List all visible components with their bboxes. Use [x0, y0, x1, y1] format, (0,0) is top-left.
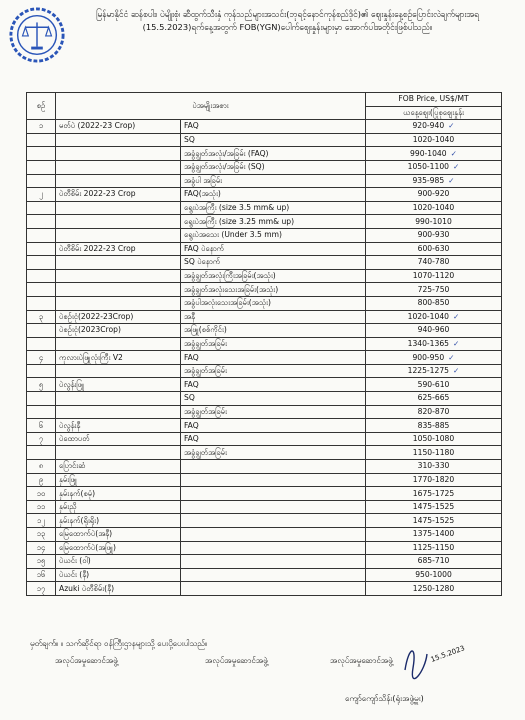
cell-price — [366, 364, 502, 378]
cell-no — [27, 201, 56, 215]
table-row — [27, 242, 502, 256]
cell-no — [27, 337, 56, 351]
document-heading: မြန်မာနိုင်ငံ ဆန်စပါး၊ ပဲမျိုးစုံ၊ ဆီထွက်သီးနှံ ကုန်သည်များအသင်း(ဘုရင့်နောင်ကုန်စည်ဒိုင်)၏ ဈေးနှုန်းနေ့စဉ်ပြောင်းလဲချက်များအရ (15.5.2023)ရက်နေ့အတွက် FOB(YGN)ပေါက်ဈေးနှုန်းများမှာ အောက်ပါအတိုင်းဖြစ်ပါသည်။ — [96, 9, 479, 32]
check-mark-icon: ✓ — [448, 352, 455, 362]
cell-price — [366, 296, 502, 310]
cell-type — [181, 147, 366, 161]
cell-type — [181, 228, 366, 242]
table-row — [27, 201, 502, 215]
cell-price-text: 310-330 — [417, 461, 450, 471]
cell-price-text: 1150-1180 — [412, 447, 455, 457]
cell-type-text: FAQ — [184, 434, 199, 444]
cell-group — [56, 568, 181, 582]
cell-price-text: 990-1010 — [415, 216, 452, 226]
table-row — [27, 555, 502, 569]
cell-no — [27, 228, 56, 242]
cell-type — [181, 133, 366, 147]
cell-group — [56, 392, 181, 406]
cell-type — [181, 487, 366, 501]
table-row — [27, 296, 502, 310]
cell-no-text: ၁၄ — [36, 542, 46, 552]
cell-type — [181, 296, 366, 310]
cell-group — [56, 541, 181, 555]
signature-date: 15.5.2023 — [429, 644, 466, 664]
cell-type — [181, 242, 366, 256]
cell-price-text: 1050-1080 — [412, 434, 455, 444]
cell-price — [366, 351, 502, 365]
cell-group — [56, 120, 181, 134]
cell-type — [181, 351, 366, 365]
table-row — [27, 188, 502, 202]
cell-no-text: ၈ — [38, 461, 44, 471]
table-row — [27, 337, 502, 351]
cell-type-text: FAQ — [184, 121, 199, 131]
table-row — [27, 364, 502, 378]
cell-no — [27, 419, 56, 433]
cell-type-text: အခွံပါ အခြမ်း — [184, 175, 223, 185]
table-row — [27, 174, 502, 188]
cell-price-text: 1070-1120 — [412, 271, 455, 281]
cell-group — [56, 324, 181, 338]
cell-price — [366, 473, 502, 487]
signatory-2: အလုပ်အမှုဆောင်အဖွဲ့ — [205, 656, 268, 665]
cell-price — [366, 147, 502, 161]
cell-price — [366, 500, 502, 514]
check-mark-icon: ✓ — [453, 162, 460, 172]
cell-no-text: ၂ — [39, 189, 43, 199]
table-row — [27, 392, 502, 406]
cell-group — [56, 188, 181, 202]
cell-group-text: ပဲတီစိမ်း 2022-23 Crop — [59, 189, 136, 199]
cell-no — [27, 432, 56, 446]
cell-type — [181, 378, 366, 392]
cell-no-text: ၁၂ — [36, 515, 45, 525]
cell-price — [366, 555, 502, 569]
cell-price-text: 1225-1275 — [407, 366, 450, 376]
cell-no-text: ၄ — [38, 352, 44, 362]
cell-type — [181, 432, 366, 446]
cell-price — [366, 160, 502, 174]
table-row — [27, 378, 502, 392]
cell-group — [56, 201, 181, 215]
check-mark-icon: ✓ — [453, 366, 460, 376]
cell-group — [56, 215, 181, 229]
cell-no — [27, 460, 56, 474]
cell-group — [56, 514, 181, 528]
cell-group — [56, 500, 181, 514]
cell-price-text: 725-750 — [417, 284, 450, 294]
cell-no — [27, 351, 56, 365]
table-row — [27, 269, 502, 283]
association-seal-icon — [8, 6, 66, 64]
cell-no — [27, 296, 56, 310]
table-row — [27, 487, 502, 501]
cell-price-text: 685-710 — [417, 556, 450, 566]
cell-group — [56, 446, 181, 460]
cell-type-text: SQ ပဲနောက် — [184, 257, 221, 267]
cell-group — [56, 528, 181, 542]
cell-no — [27, 364, 56, 378]
cell-price-text: 920-940 — [412, 121, 445, 131]
cell-no — [27, 528, 56, 542]
table-row — [27, 419, 502, 433]
cell-type-text: အခွံချွတ်အလုံးသေးအခြမ်း(အသုံး) — [184, 284, 279, 294]
cell-no-text: ၁ — [38, 121, 44, 131]
cell-type — [181, 446, 366, 460]
cell-type-text: အခွံချွတ်အလုံး/အခြမ်း (SQ) — [184, 162, 265, 172]
cell-type-text: အနီ — [184, 311, 195, 321]
cell-no — [27, 160, 56, 174]
cell-type-text: အခွံချွတ်အခြမ်း — [184, 366, 227, 376]
cell-price — [366, 242, 502, 256]
cell-price-text: 1050-1100 — [407, 162, 450, 172]
cell-group — [56, 160, 181, 174]
cell-type — [181, 419, 366, 433]
cell-group-text: မြေထောက်ပဲ(အဖြူ) — [59, 542, 116, 552]
cell-group-text: ပဲလွန်းနီ — [59, 420, 81, 430]
cell-price — [366, 541, 502, 555]
cell-group-text: နှမ်းနက်(ရိုးရိုး) — [59, 515, 100, 525]
cell-price-text: 625-665 — [417, 393, 450, 403]
cell-no — [27, 392, 56, 406]
cell-price — [366, 283, 502, 297]
cell-price — [366, 188, 502, 202]
cell-no-text: ၇ — [38, 434, 44, 444]
cell-group — [56, 419, 181, 433]
cell-price-text: 740-780 — [417, 257, 450, 267]
cell-no — [27, 147, 56, 161]
cell-group — [56, 351, 181, 365]
cell-no — [27, 174, 56, 188]
cell-no — [27, 133, 56, 147]
cell-no-text: ၉ — [38, 474, 44, 484]
cell-no — [27, 446, 56, 460]
cell-group-text: ပဲတီစိမ်း 2022-23 Crop — [59, 243, 136, 253]
cell-type-text: ရွေးပဲအသေး (Under 3.5 mm) — [184, 230, 282, 240]
check-mark-icon: ✓ — [453, 311, 460, 321]
cell-group-text: ကုလားပဲဖြူလုံးကြီး V2 — [59, 352, 123, 362]
cell-type-text: FAQ — [184, 420, 199, 430]
table-row — [27, 514, 502, 528]
cell-price-text: 1340-1365 — [407, 338, 450, 348]
cell-type — [181, 337, 366, 351]
cell-price-text: 990-1040 — [410, 148, 447, 158]
cell-group — [56, 242, 181, 256]
cell-type — [181, 269, 366, 283]
cell-price-text: 900-950 — [412, 352, 445, 362]
cell-price-text: 800-850 — [417, 298, 450, 308]
cell-no — [27, 310, 56, 324]
cell-type-text: SQ — [184, 135, 195, 145]
col-type-header: ပဲအမျိုးအစား — [56, 93, 366, 120]
table-row — [27, 582, 502, 596]
cell-price — [366, 324, 502, 338]
cell-group — [56, 378, 181, 392]
cell-type — [181, 160, 366, 174]
cell-type — [181, 188, 366, 202]
cell-group — [56, 228, 181, 242]
cell-no-text: ၁၀ — [36, 488, 46, 498]
table-row — [27, 568, 502, 582]
cell-no — [27, 324, 56, 338]
cell-price — [366, 201, 502, 215]
cell-no-text: ၁၁ — [36, 502, 46, 512]
cell-group-text: မြေထောက်ပဲ(အနီ) — [59, 529, 113, 539]
cell-type-text: FAQ — [184, 352, 199, 362]
cell-type-text: FAQ ပဲနောက် — [184, 243, 225, 253]
cell-no — [27, 405, 56, 419]
cell-group-text: နှမ်းညို — [59, 502, 77, 512]
signatory-3: အလုပ်အမှုဆောင်အဖွဲ့ — [330, 656, 393, 665]
cell-type — [181, 568, 366, 582]
cell-type — [181, 405, 366, 419]
table-row — [27, 133, 502, 147]
cell-no — [27, 541, 56, 555]
cell-price-text: 1475-1525 — [412, 515, 455, 525]
cell-price — [366, 269, 502, 283]
table-row — [27, 283, 502, 297]
cell-type-text: အခွံချွတ်အလုံး/အခြမ်း (FAQ) — [184, 148, 269, 158]
price-table — [26, 92, 502, 596]
cell-price — [366, 310, 502, 324]
cell-no-text: ၁၃ — [36, 529, 46, 539]
cell-no — [27, 242, 56, 256]
cell-price — [366, 432, 502, 446]
cell-type — [181, 310, 366, 324]
table-row — [27, 160, 502, 174]
cell-no-text: ၁၇ — [36, 583, 46, 593]
cell-no — [27, 120, 56, 134]
cell-price-text: 1250-1280 — [412, 583, 455, 593]
table-row — [27, 528, 502, 542]
cell-type — [181, 364, 366, 378]
cell-price-text: 1375-1400 — [412, 529, 455, 539]
cell-group-text: ပဲစဉ်းငုံ(2023Crop) — [59, 325, 121, 335]
cell-group-text: ပြောင်းဆံ — [59, 461, 86, 471]
cell-price-text: 600-630 — [417, 243, 450, 253]
cell-group — [56, 133, 181, 147]
cell-no — [27, 500, 56, 514]
check-mark-icon: ✓ — [453, 338, 460, 348]
cell-group — [56, 432, 181, 446]
cell-group-text: Azuki ပဲတီစိမ်း(နီ) — [59, 583, 115, 593]
cell-price-text: 1020-1040 — [407, 311, 450, 321]
cell-price — [366, 337, 502, 351]
cell-type — [181, 324, 366, 338]
cell-group-text: ပဲစဉ်းငုံ(2022-23Crop) — [59, 311, 134, 321]
cell-type — [181, 120, 366, 134]
cell-no-text: ၅ — [38, 379, 44, 389]
cell-price — [366, 514, 502, 528]
cell-no — [27, 215, 56, 229]
cell-group — [56, 487, 181, 501]
cell-no-text: ၃ — [38, 311, 44, 321]
cell-group — [56, 147, 181, 161]
cell-price-text: 1770-1820 — [412, 474, 455, 484]
check-mark-icon: ✓ — [450, 148, 457, 158]
cell-no — [27, 188, 56, 202]
cell-type — [181, 215, 366, 229]
table-row — [27, 310, 502, 324]
cell-price — [366, 392, 502, 406]
col-price-subheader: ယနေ့ဈေး(ပြုစုဈေးနှုန်း — [366, 106, 502, 120]
cell-price — [366, 174, 502, 188]
cell-price — [366, 568, 502, 582]
cell-group — [56, 174, 181, 188]
cell-price — [366, 528, 502, 542]
cell-type — [181, 555, 366, 569]
cell-price-text: 900-920 — [417, 189, 450, 199]
cell-group — [56, 337, 181, 351]
cell-no — [27, 555, 56, 569]
cell-type — [181, 460, 366, 474]
cell-type — [181, 500, 366, 514]
cell-group — [56, 473, 181, 487]
cell-group — [56, 269, 181, 283]
cell-group-text: နှမ်းနက်(စမုံ) — [59, 488, 96, 498]
table-row — [27, 500, 502, 514]
signer-name: ကျော်ကျော်သိန်း(ရုံးအဖွဲ့မှူး) — [345, 694, 424, 703]
cell-type-text: အခွံချွတ်အခြမ်း — [184, 338, 227, 348]
cell-type — [181, 582, 366, 596]
cell-no — [27, 378, 56, 392]
cell-group-text: ပဲထောပတ် — [59, 434, 90, 444]
cell-group — [56, 460, 181, 474]
cell-price — [366, 378, 502, 392]
cell-type-text: အခွံချွတ်အခြမ်း — [184, 406, 227, 416]
cell-group — [56, 310, 181, 324]
table-row — [27, 460, 502, 474]
cell-group — [56, 256, 181, 270]
cell-type-text: အခွံချွတ်အခြမ်း — [184, 447, 227, 457]
cell-price-text: 950-1000 — [415, 570, 452, 580]
cell-type-text: အခွံပါအလုံးသေးအခြမ်း(အသုံး) — [184, 298, 271, 308]
cell-type — [181, 201, 366, 215]
cell-no — [27, 487, 56, 501]
col-no-header: စဉ် — [27, 93, 56, 120]
footer-note: မှတ်ချက်။ ။ သက်ဆိုင်ရာ ဝန်ကြီးဌာနများသို့ ပေးပို့ပေးပါသည်။ — [30, 639, 208, 648]
cell-type — [181, 514, 366, 528]
cell-price-text: 590-610 — [417, 379, 450, 389]
table-row — [27, 215, 502, 229]
cell-no — [27, 256, 56, 270]
cell-type-text: FAQ(အသုံး) — [184, 189, 221, 199]
table-row — [27, 541, 502, 555]
cell-type — [181, 473, 366, 487]
table-row — [27, 405, 502, 419]
cell-group — [56, 283, 181, 297]
cell-price — [366, 133, 502, 147]
cell-group — [56, 364, 181, 378]
cell-price — [366, 215, 502, 229]
table-row — [27, 324, 502, 338]
cell-group-text: မတ်ပဲ (2022-23 Crop) — [59, 121, 136, 131]
cell-no-text: ၁၅ — [36, 556, 46, 566]
cell-price-text: 1675-1725 — [412, 488, 455, 498]
cell-no — [27, 473, 56, 487]
cell-price-text: 820-870 — [417, 406, 450, 416]
table-row — [27, 446, 502, 460]
col-price-header: FOB Price, US$/MT — [366, 93, 502, 107]
cell-price-text: 1020-1040 — [412, 203, 455, 213]
cell-price — [366, 487, 502, 501]
cell-type-text: အခွံချွတ်အလုံးကြီးအခြမ်း(အသုံး) — [184, 271, 276, 281]
cell-no — [27, 514, 56, 528]
cell-price — [366, 446, 502, 460]
table-row — [27, 473, 502, 487]
check-mark-icon: ✓ — [448, 175, 455, 185]
cell-group-text: ပဲလွန်းဖြူ — [59, 379, 85, 389]
cell-price-text: 835-885 — [417, 420, 450, 430]
cell-no — [27, 582, 56, 596]
cell-no — [27, 283, 56, 297]
cell-price — [366, 256, 502, 270]
cell-price — [366, 405, 502, 419]
table-row — [27, 256, 502, 270]
cell-type-text: ရွေးပဲအကြီး (size 3.25 mm& up) — [184, 216, 295, 226]
signatory-1: အလုပ်အမှုဆောင်အဖွဲ့ — [55, 656, 118, 665]
cell-group — [56, 555, 181, 569]
cell-type — [181, 283, 366, 297]
table-row — [27, 228, 502, 242]
cell-no — [27, 269, 56, 283]
cell-price-text: 1125-1150 — [412, 542, 455, 552]
cell-price-text: 935-985 — [412, 175, 445, 185]
cell-group-text: နှမ်းဖြူ — [59, 474, 77, 484]
check-mark-icon: ✓ — [448, 121, 455, 131]
cell-type-text: FAQ — [184, 379, 199, 389]
cell-price — [366, 120, 502, 134]
cell-type-text: အဖြူ(စစ်ကိုင်း) — [184, 325, 227, 335]
cell-price — [366, 460, 502, 474]
cell-no-text: ၁၆ — [36, 570, 46, 580]
cell-price — [366, 228, 502, 242]
cell-no-text: ၆ — [38, 420, 44, 430]
cell-type — [181, 174, 366, 188]
cell-group — [56, 296, 181, 310]
table-row — [27, 147, 502, 161]
cell-group — [56, 405, 181, 419]
table-row — [27, 351, 502, 365]
table-row — [27, 432, 502, 446]
cell-price-text: 1475-1525 — [412, 502, 455, 512]
cell-group-text: ပဲယင်း (နီ) — [59, 570, 90, 580]
table-row — [27, 120, 502, 134]
cell-group — [56, 582, 181, 596]
cell-type — [181, 392, 366, 406]
cell-price — [366, 582, 502, 596]
cell-type — [181, 256, 366, 270]
cell-price-text: 940-960 — [417, 325, 450, 335]
cell-no — [27, 568, 56, 582]
cell-price-text: 900-930 — [417, 230, 450, 240]
cell-type-text: SQ — [184, 393, 195, 403]
cell-price — [366, 419, 502, 433]
cell-price-text: 1020-1040 — [412, 135, 455, 145]
cell-type — [181, 528, 366, 542]
cell-group-text: ပဲယင်း (ဝါ) — [59, 556, 91, 566]
cell-type — [181, 541, 366, 555]
cell-type-text: ရွေးပဲအကြီး (size 3.5 mm& up) — [184, 203, 290, 213]
